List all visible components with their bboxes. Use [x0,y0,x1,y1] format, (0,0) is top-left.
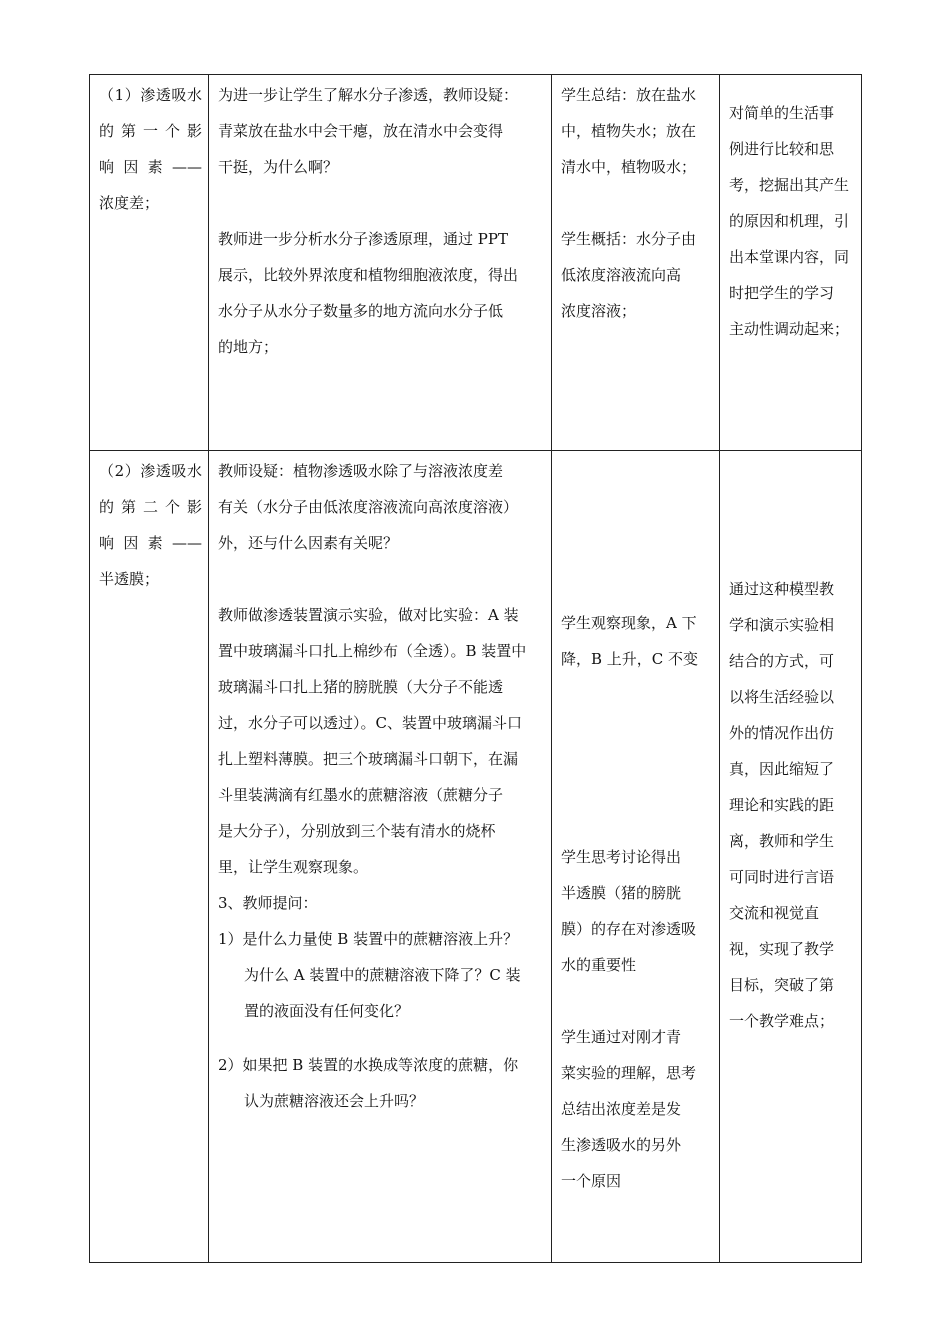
design-intent-cell [720,451,862,1263]
text-line: 教师进一步分析水分子渗透原理，通过 PPT [218,230,508,248]
text-line: 的原因和机理，引 [729,212,850,230]
text-line: 教师做渗透装置演示实验，做对比实验：A 装 [218,606,519,624]
text-line: 离，教师和学生 [729,832,835,850]
text-line: 浓度溶液； [561,302,637,320]
text-line: 出本堂课内容，同 [729,248,850,266]
text-line: 菜实验的理解，思考 [561,1064,697,1082]
text-line: 生渗透吸水的另外 [561,1136,682,1154]
text-line: 降，B 上升，C 不变 [561,650,699,668]
text-line: 置的液面没有任何变化？ [244,1002,410,1020]
text-line: 学生观察现象，A 下 [561,614,697,632]
text-line: 外，还与什么因素有关呢？ [218,534,399,552]
text-line: （1）渗透吸水 [99,86,202,104]
text-line: 理论和实践的距 [729,796,835,814]
text-line: 展示，比较外界浓度和植物细胞液浓度，得出 [218,266,519,284]
text-line: 1）是什么力量使 B 装置中的蔗糖溶液上升？ [218,930,519,948]
text-line: 学生思考讨论得出 [561,848,682,866]
text-line: 的地方； [218,338,279,356]
text-line: 玻璃漏斗口扎上猪的膀胱膜（大分子不能透 [218,678,504,696]
text-line: 对简单的生活事 [729,104,835,122]
text-line: 以将生活经验以 [729,688,835,706]
text-line: 一个教学难点； [729,1012,835,1030]
table-row [90,451,862,1263]
topic-cell [90,75,209,451]
teacher-activity-cell [209,451,552,1263]
text-line: 斗里装满滴有红墨水的蔗糖溶液（蔗糖分子 [218,786,504,804]
student-activity-cell [552,75,720,451]
text-line: 学生总结：放在盐水 [561,86,697,104]
text-line: 2）如果把 B 装置的水换成等浓度的蔗糖，你 [218,1056,519,1074]
text-line: 半透膜（猪的膀胱 [561,884,682,902]
teacher-activity-cell [209,75,552,451]
text-line: 认为蔗糖溶液还会上升吗？ [244,1092,425,1110]
text-line: 有关（水分子由低浓度溶液流向高浓度溶液） [218,498,519,516]
text-line: 主动性调动起来； [729,320,850,338]
text-line: 可同时进行言语 [729,868,835,886]
text-line: 教师设疑：植物渗透吸水除了与溶液浓度差 [218,462,504,480]
design-intent-cell [720,75,862,451]
text-line: 置中玻璃漏斗口扎上棉纱布（全透）。B 装置中 [218,642,527,660]
lesson-plan-table [89,74,862,1263]
text-line: 水分子从水分子数量多的地方流向水分子低 [218,302,504,320]
text-line: 学生概括：水分子由 [561,230,697,248]
text-line: 青菜放在盐水中会干瘪，放在清水中会变得 [218,122,504,140]
text-line: 考，挖掘出其产生 [729,176,850,194]
text-line: 外的情况作出仿 [729,724,835,742]
text-line: 里，让学生观察现象。 [218,858,369,876]
student-activity-cell [552,451,720,1263]
topic-cell [90,451,209,1263]
text-line: 的第一个影 [99,122,202,140]
text-line: 水的重要性 [561,956,637,974]
text-line: 扎上塑料薄膜。把三个玻璃漏斗口朝下，在漏 [218,750,519,768]
text-line: 半透膜； [99,570,160,588]
text-line: 中，植物失水；放在 [561,122,697,140]
text-line: 为什么 A 装置中的蔗糖溶液下降了？C 装 [244,966,521,984]
text-line: 学和演示实验相 [729,616,835,634]
text-line: 过，水分子可以透过）。C、装置中玻璃漏斗口 [218,714,522,732]
text-line: 学生通过对刚才青 [561,1028,682,1046]
text-line: 低浓度溶液流向高 [561,266,682,284]
text-line: 真，因此缩短了 [729,760,835,778]
text-line: 响因素—— [99,534,202,552]
text-line: 结合的方式，可 [729,652,835,670]
text-line: 浓度差； [99,194,160,212]
text-line: 干挺，为什么啊？ [218,158,339,176]
text-line: 交流和视觉直 [729,904,820,922]
text-line: 时把学生的学习 [729,284,835,302]
text-line: 例进行比较和思 [729,140,835,158]
text-line: 目标，突破了第 [729,976,835,994]
text-line: 响因素—— [99,158,202,176]
text-line: 清水中，植物吸水； [561,158,697,176]
text-line: （2）渗透吸水 [99,462,202,480]
table-row [90,75,862,451]
text-line: 一个原因 [561,1172,622,1190]
text-line: 为进一步让学生了解水分子渗透，教师设疑： [218,86,519,104]
text-line: 总结出浓度差是发 [561,1100,682,1118]
text-line: 膜）的存在对渗透吸 [561,920,697,938]
text-line: 3、教师提问： [218,894,318,912]
text-line: 是大分子），分别放到三个装有清水的烧杯 [218,822,496,840]
text-line: 视，实现了教学 [729,940,835,958]
text-line: 的第二个影 [99,498,202,516]
text-line: 通过这种模型教 [729,580,835,598]
